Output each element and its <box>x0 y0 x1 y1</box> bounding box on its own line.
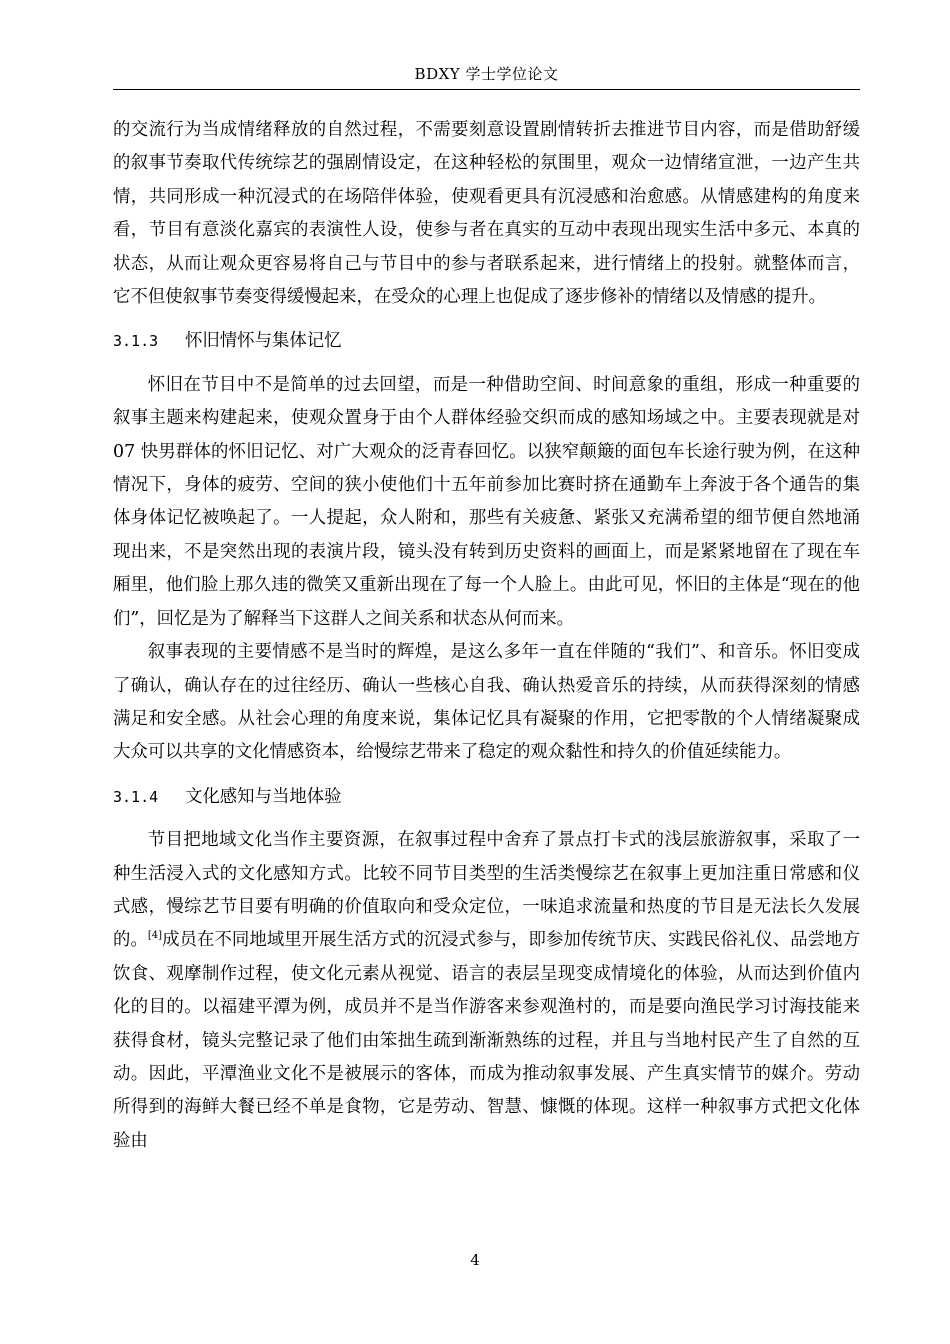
header-divider <box>113 89 860 90</box>
citation-reference[interactable]: [4] <box>147 930 163 942</box>
paragraph-nostalgia: 怀旧在节目中不是简单的过去回望，而是一种借助空间、时间意象的重组，形成一种重要的叙事主题来构建起来，使观众置身于由个人群体经验交织而成的感知场域之中。主要表现就是对 07 快男群体的怀旧记忆、对广大观众的泛青春回忆。以狭窄颠簸的面包车长途行驶为例，在这种情况下，身体的疲劳、空间的狭小使他们十五年前参加比赛时挤在通勤车上奔波于各个通告的集体身体记忆被唤起了。一人提起，众人附和，那些有关疲惫、紧张又充满希望的细节便自然地涌现出来，不是突然出现的表演片段，镜头没有转到历史资料的画面上，而是紧紧地留在了现在车厢里，他们脸上那久违的微笑又重新出现在了每一个人脸上。由此可见，怀旧的主体是“现在的他们”，回忆是为了解释当下这群人之间关系和状态从何而来。 <box>113 374 860 629</box>
paragraph-text-part: 成员在不同地域里开展生活方式的沉浸式参与，即参加传统节庆、实践民俗礼仪、品尝地方饮食、观摩制作过程，使文化元素从视觉、语言的表层呈现变成情境化的体验，从而达到价值内化的目的。以福建平潭为例，成员并不是当作游客来参观渔村的，而是要向渔民学习讨海技能来获得食材，镜头完整记录了他们由笨拙生疏到渐渐熟练的过程，并且与当地村民产生了自然的互动。因此，平潭渔业文化不是被展示的客体，而成为推动叙事发展、产生真实情节的媒介。劳动所得到的海鲜大餐已经不单是食物，它是劳动、智慧、慷慨的体现。这样一种叙事方式把文化体验由 <box>113 930 860 1151</box>
paragraph-cultural-perception <box>113 824 860 1158</box>
section-title: 怀旧情怀与集体记忆 <box>185 331 342 352</box>
section-heading-3-1-3 <box>113 314 860 368</box>
paragraph-collective-memory: 叙事表现的主要情感不是当时的辉煌，是这么多年一直在伴随的“我们”、和音乐。怀旧变成了确认，确认存在的过往经历、确认一些核心自我、确认热爱音乐的持续，从而获得深刻的情感满足和安全感。从社会心理的角度来说，集体记忆具有凝聚的作用，它把零散的个人情绪凝聚成大众可以共享的文化情感资本，给慢综艺带来了稳定的观众黏性和持久的价值延续能力。 <box>113 642 860 763</box>
section-number: 3.1.3 <box>113 332 159 351</box>
section-title: 文化感知与当地体验 <box>185 786 342 807</box>
section-number: 3.1.4 <box>113 787 159 806</box>
thesis-body <box>113 114 860 1158</box>
paragraph-text-part: 节目把地域文化当作主要资源，在叙事过程中舍弃了景点打卡式的浅层旅游叙事，采取了一种生活浸入式的文化感知方式。比较不同节目类型的生活类慢综艺在叙事上更加注重日常感和仪式感，慢综艺节目要有明确的价值取向和受众定位，一味追求流量和热度的节目是无法长久发展的。 <box>113 830 860 951</box>
section-heading-3-1-4 <box>113 770 860 824</box>
paragraph-continued: 的交流行为当成情绪释放的自然过程，不需要刻意设置剧情转折去推进节目内容，而是借助舒缓的叙事节奏取代传统综艺的强剧情设定，在这种轻松的氛围里，观众一边情绪宣泄，一边产生共情，共同形成一种沉浸式的在场陪伴体验，使观看更具有沉浸感和治愈感。从情感建构的角度来看，节目有意淡化嘉宾的表演性人设，使参与者在真实的互动中表现出现实生活中多元、本真的状态，从而让观众更容易将自己与节目中的参与者联系起来，进行情绪上的投射。就整体而言，它不但使叙事节奏变得缓慢起来，在受众的心理上也促成了逐步修补的情绪以及情感的提升。 <box>113 120 860 308</box>
page-header: BDXY 学士学位论文 <box>414 65 559 83</box>
page-number: 4 <box>470 1251 480 1269</box>
